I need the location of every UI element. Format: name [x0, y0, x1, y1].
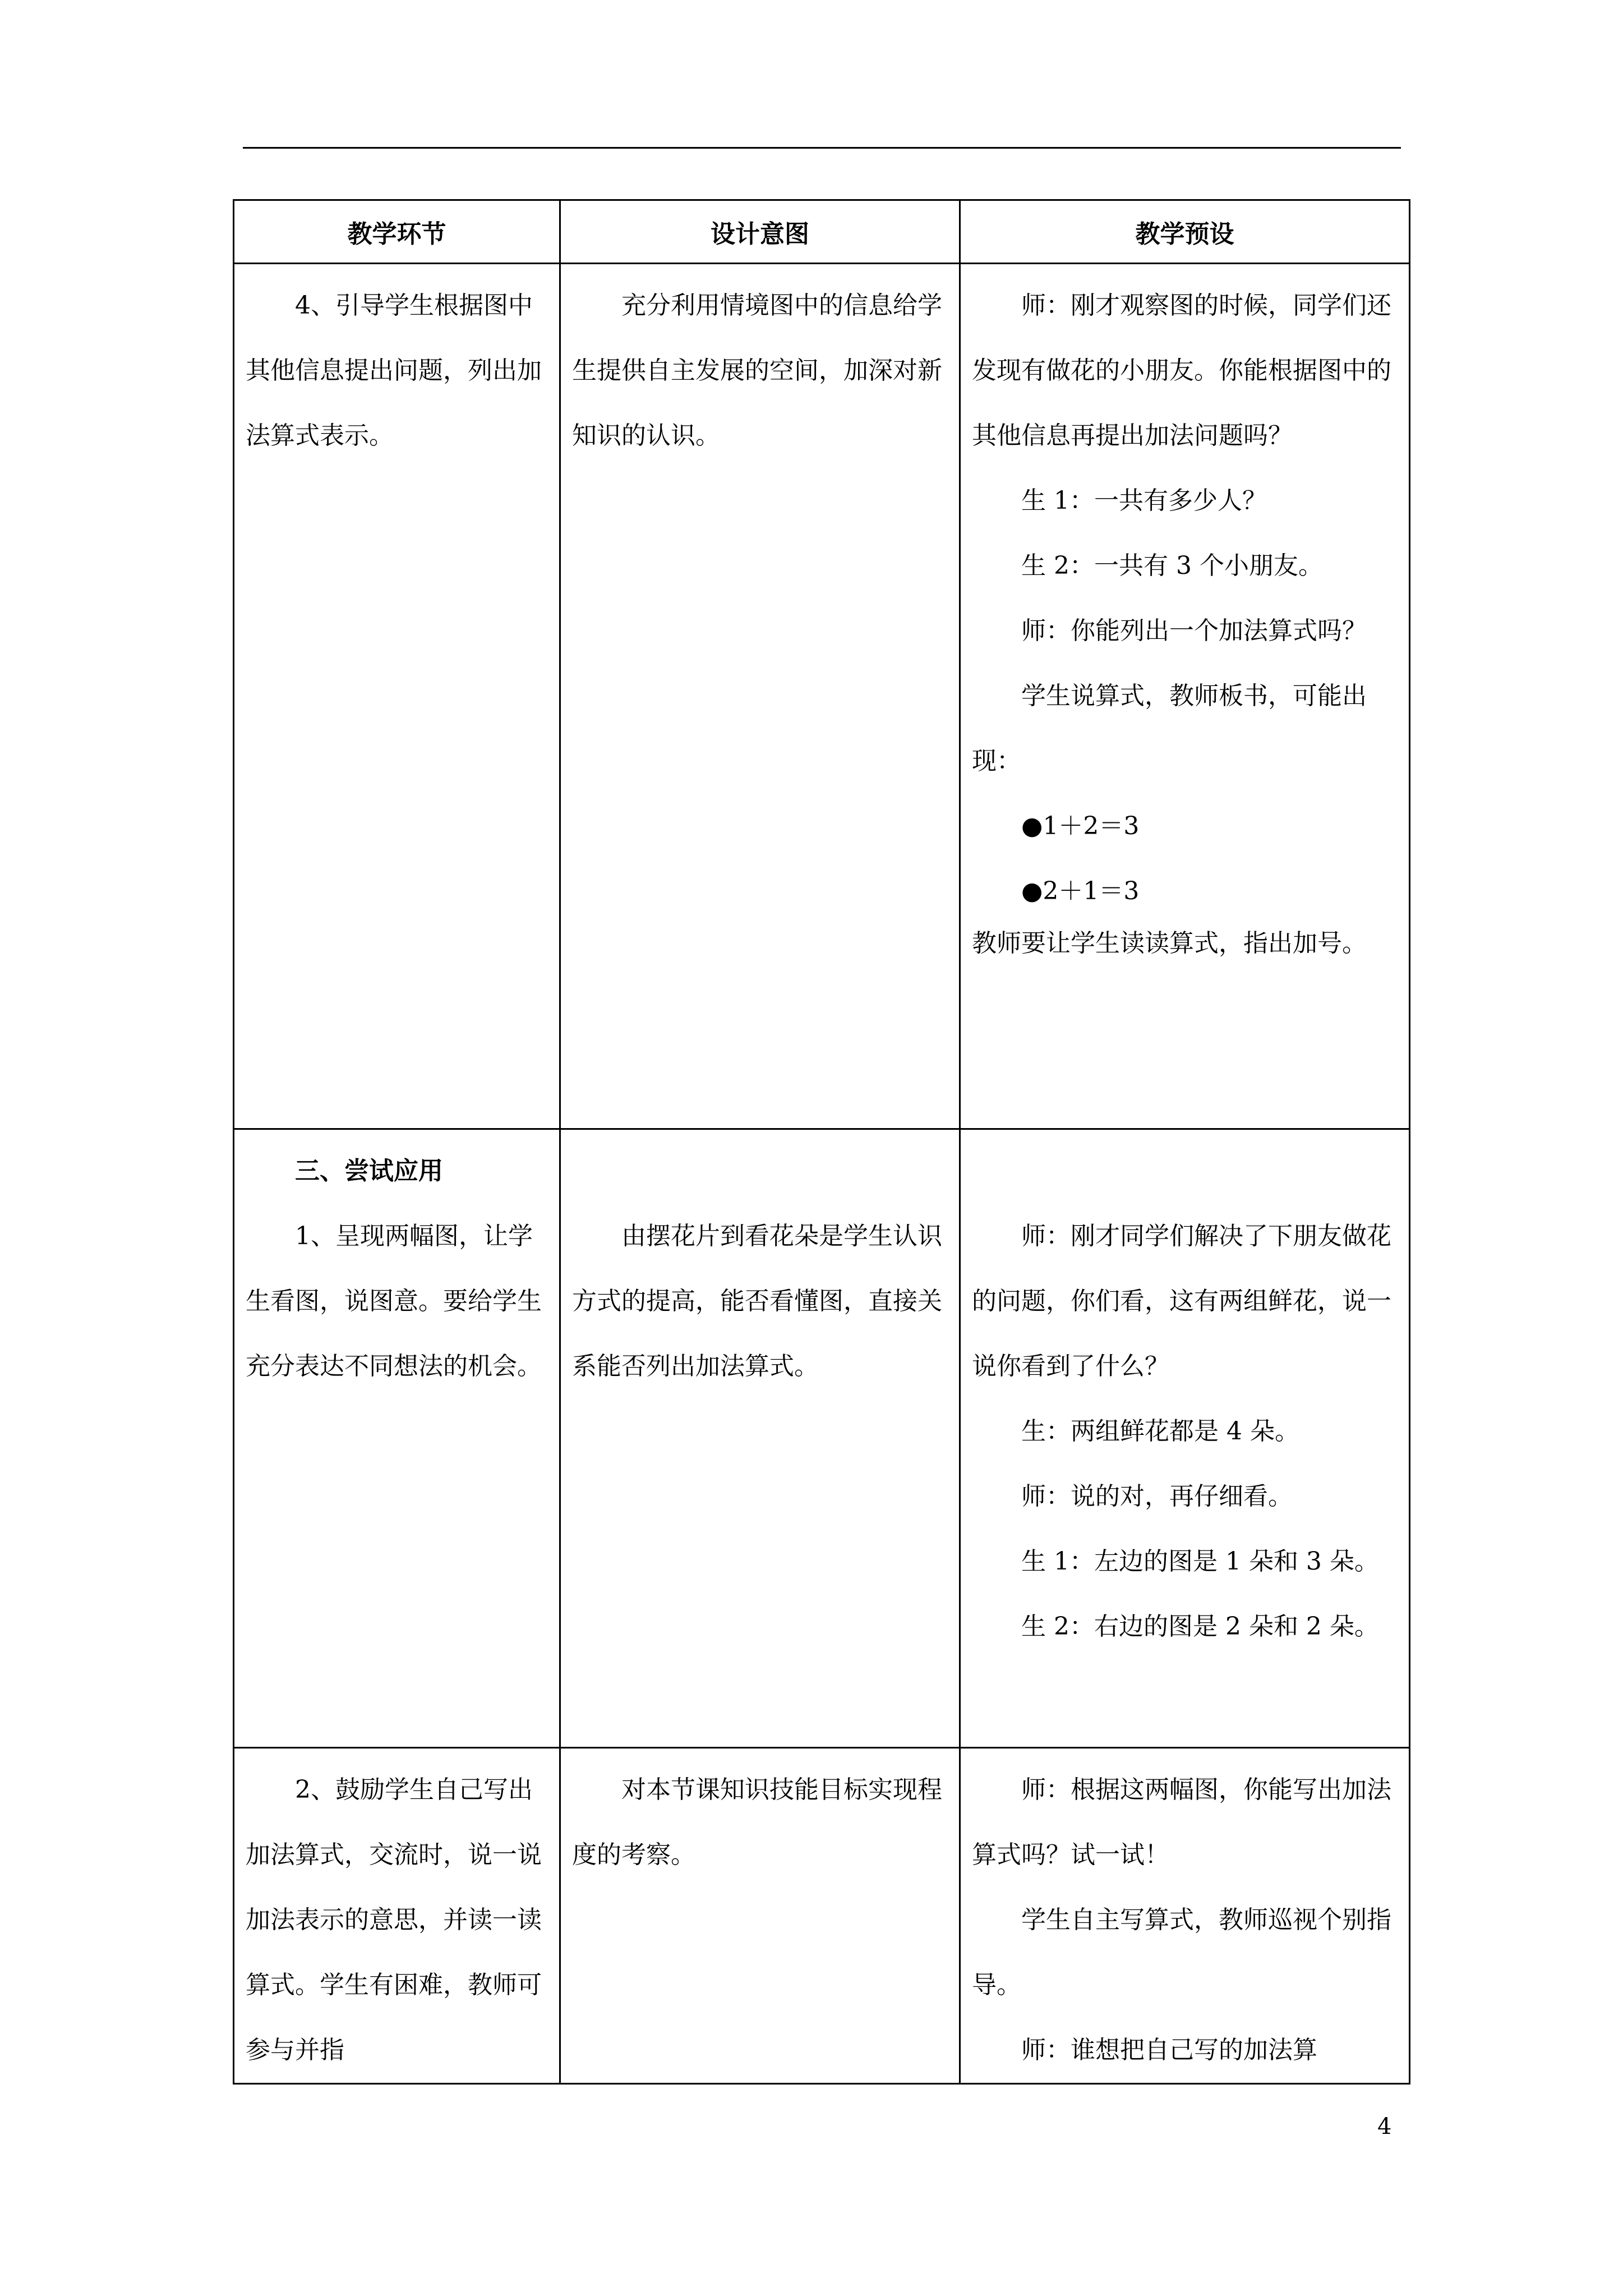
preset-line: 生 2：一共有 3 个小朋友。: [1021, 551, 1323, 580]
preset-line: 师：根据这两幅图，你能写出加法算式吗？试一试！: [972, 1775, 1391, 1869]
table-row: [234, 1748, 1410, 2084]
section-heading: 三、尝试应用: [295, 1157, 443, 1185]
stage-text: 1、呈现两幅图，让学生看图，说图意。要给学生充分表达不同想法的机会。: [246, 1222, 542, 1381]
preset-line: 师：刚才同学们解决了下朋友做花的问题，你们看，这有两组鲜花，说一说你看到了什么？: [972, 1222, 1391, 1381]
header-teaching-stage: 教学环节: [234, 200, 560, 264]
equation-item: ●1＋2＝3: [1021, 812, 1140, 840]
preset-line: 学生自主写算式，教师巡视个别指导。: [972, 1906, 1391, 1999]
page-number: 4: [1377, 2114, 1392, 2139]
preset-line: 教师要让学生读读算式，指出加号。: [972, 929, 1367, 958]
lesson-plan-table: [233, 199, 1410, 2085]
table-header-row: [234, 200, 1410, 264]
preset-cell: [960, 1129, 1410, 1748]
header-teaching-preset: 教学预设: [960, 200, 1410, 264]
preset-line: 生：两组鲜花都是 4 朵。: [1021, 1417, 1299, 1446]
stage-text: 4、引导学生根据图中其他信息提出问题，列出加法算式表示。: [246, 291, 542, 450]
table-row: [234, 264, 1410, 1129]
preset-line: 师：刚才观察图的时候，同学们还发现有做花的小朋友。你能根据图中的其他信息再提出加法问题吗？: [972, 291, 1391, 450]
table-row: [234, 1129, 1410, 1748]
intent-cell: [560, 1129, 960, 1748]
preset-cell: [960, 264, 1410, 1129]
preset-line: 生 2：右边的图是 2 朵和 2 朵。: [1021, 1612, 1379, 1641]
intent-text: 由摆花片到看花朵是学生认识方式的提高，能否看懂图，直接关系能否列出加法算式。: [572, 1222, 942, 1381]
stage-cell: [234, 264, 560, 1129]
stage-cell: [234, 1129, 560, 1748]
intent-text: 对本节课知识技能目标实现程度的考察。: [572, 1775, 942, 1869]
stage-cell: [234, 1748, 560, 2084]
intent-text: 充分利用情境图中的信息给学生提供自主发展的空间，加深对新知识的认识。: [572, 291, 942, 450]
preset-line: 师：你能列出一个加法算式吗？: [1021, 616, 1367, 645]
header-rule: [243, 147, 1401, 149]
header-design-intent: 设计意图: [560, 200, 960, 264]
preset-line: 学生说算式，教师板书，可能出现：: [972, 682, 1367, 775]
stage-text: 2、鼓励学生自己写出加法算式，交流时，说一说加法表示的意思，并读一读算式。学生有困难，教师可参与并指: [246, 1775, 542, 2064]
preset-line: 师：谁想把自己写的加法算: [1021, 2036, 1317, 2064]
preset-cell: [960, 1748, 1410, 2084]
intent-cell: [560, 1748, 960, 2084]
preset-line: 生 1：左边的图是 1 朵和 3 朵。: [1021, 1547, 1379, 1576]
preset-line: 生 1：一共有多少人？: [1021, 486, 1267, 515]
preset-line: 师：说的对，再仔细看。: [1021, 1482, 1293, 1511]
intent-cell: [560, 264, 960, 1129]
equation-item: ●2＋1＝3: [1021, 877, 1140, 905]
